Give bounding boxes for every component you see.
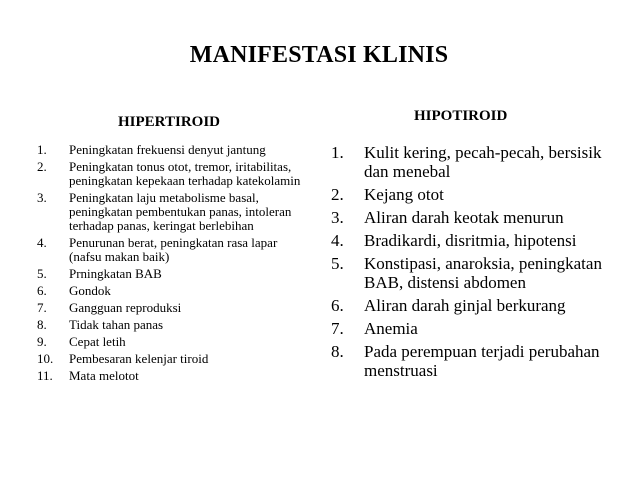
item-number: 4. (331, 231, 344, 250)
hipotiroid-list (331, 143, 621, 384)
item-number: 5. (37, 266, 47, 281)
list-item (331, 185, 621, 204)
item-text: Aliran darah ginjal berkurang (364, 296, 566, 315)
item-number: 8. (331, 342, 344, 361)
item-number: 2. (37, 159, 47, 174)
hipertiroid-list (37, 143, 307, 386)
list-item (37, 301, 307, 315)
list-item (37, 160, 307, 188)
item-text: Gondok (69, 283, 111, 298)
list-item (331, 342, 621, 380)
list-item (37, 284, 307, 298)
item-number: 3. (37, 190, 47, 205)
item-text: Cepat letih (69, 334, 126, 349)
item-text: Pembesaran kelenjar tiroid (69, 351, 209, 366)
item-text: Peningkatan tonus otot, tremor, iritabilitas, peningkatan kepekaan terhadap katekolamin (69, 159, 301, 188)
item-number: 1. (37, 142, 47, 157)
item-text: Aliran darah keotak menurun (364, 208, 564, 227)
item-text: Tidak tahan panas (69, 317, 164, 332)
item-number: 7. (37, 300, 47, 315)
item-text: Gangguan reproduksi (69, 300, 182, 315)
item-text: Prningkatan BAB (69, 266, 162, 281)
list-item (37, 267, 307, 281)
item-number: 6. (331, 296, 344, 315)
item-text: Mata melotot (69, 368, 139, 383)
item-number: 1. (331, 143, 344, 162)
item-text: Penurunan berat, peningkatan rasa lapar (nafsu makan baik) (69, 235, 278, 264)
item-text: Kulit kering, pecah-pecah, bersisik dan menebal (364, 143, 602, 181)
item-number: 9. (37, 334, 47, 349)
hipotiroid-heading: HIPOTIROID (414, 108, 508, 124)
list-item (331, 296, 621, 315)
list-item (37, 335, 307, 349)
item-text: Konstipasi, anaroksia, peningkatan BAB, distensi abdomen (364, 254, 602, 292)
item-text: Peningkatan laju metabolisme basal, peningkatan pembentukan panas, intoleran terhadap panas, keringat berlebihan (69, 190, 292, 233)
page-title: MANIFESTASI KLINIS (189, 42, 449, 68)
list-item (37, 143, 307, 157)
item-text: Anemia (364, 319, 418, 338)
list-item (37, 318, 307, 332)
list-item (37, 369, 307, 383)
list-item (331, 231, 621, 250)
list-item (331, 319, 621, 338)
hipertiroid-heading: HIPERTIROID (118, 114, 220, 130)
item-number: 8. (37, 317, 47, 332)
list-item (331, 143, 621, 181)
item-text: Kejang otot (364, 185, 444, 204)
item-number: 7. (331, 319, 344, 338)
item-number: 2. (331, 185, 344, 204)
item-number: 5. (331, 254, 344, 273)
list-item (37, 236, 307, 264)
list-item (37, 191, 307, 233)
item-number: 6. (37, 283, 47, 298)
item-number: 4. (37, 235, 47, 250)
item-text: Pada perempuan terjadi perubahan menstruasi (364, 342, 600, 380)
list-item (331, 208, 621, 227)
item-number: 11. (37, 368, 53, 383)
item-number: 3. (331, 208, 344, 227)
item-text: Bradikardi, disritmia, hipotensi (364, 231, 577, 250)
item-text: Peningkatan frekuensi denyut jantung (69, 142, 266, 157)
list-item (37, 352, 307, 366)
item-number: 10. (37, 351, 54, 366)
list-item (331, 254, 621, 292)
